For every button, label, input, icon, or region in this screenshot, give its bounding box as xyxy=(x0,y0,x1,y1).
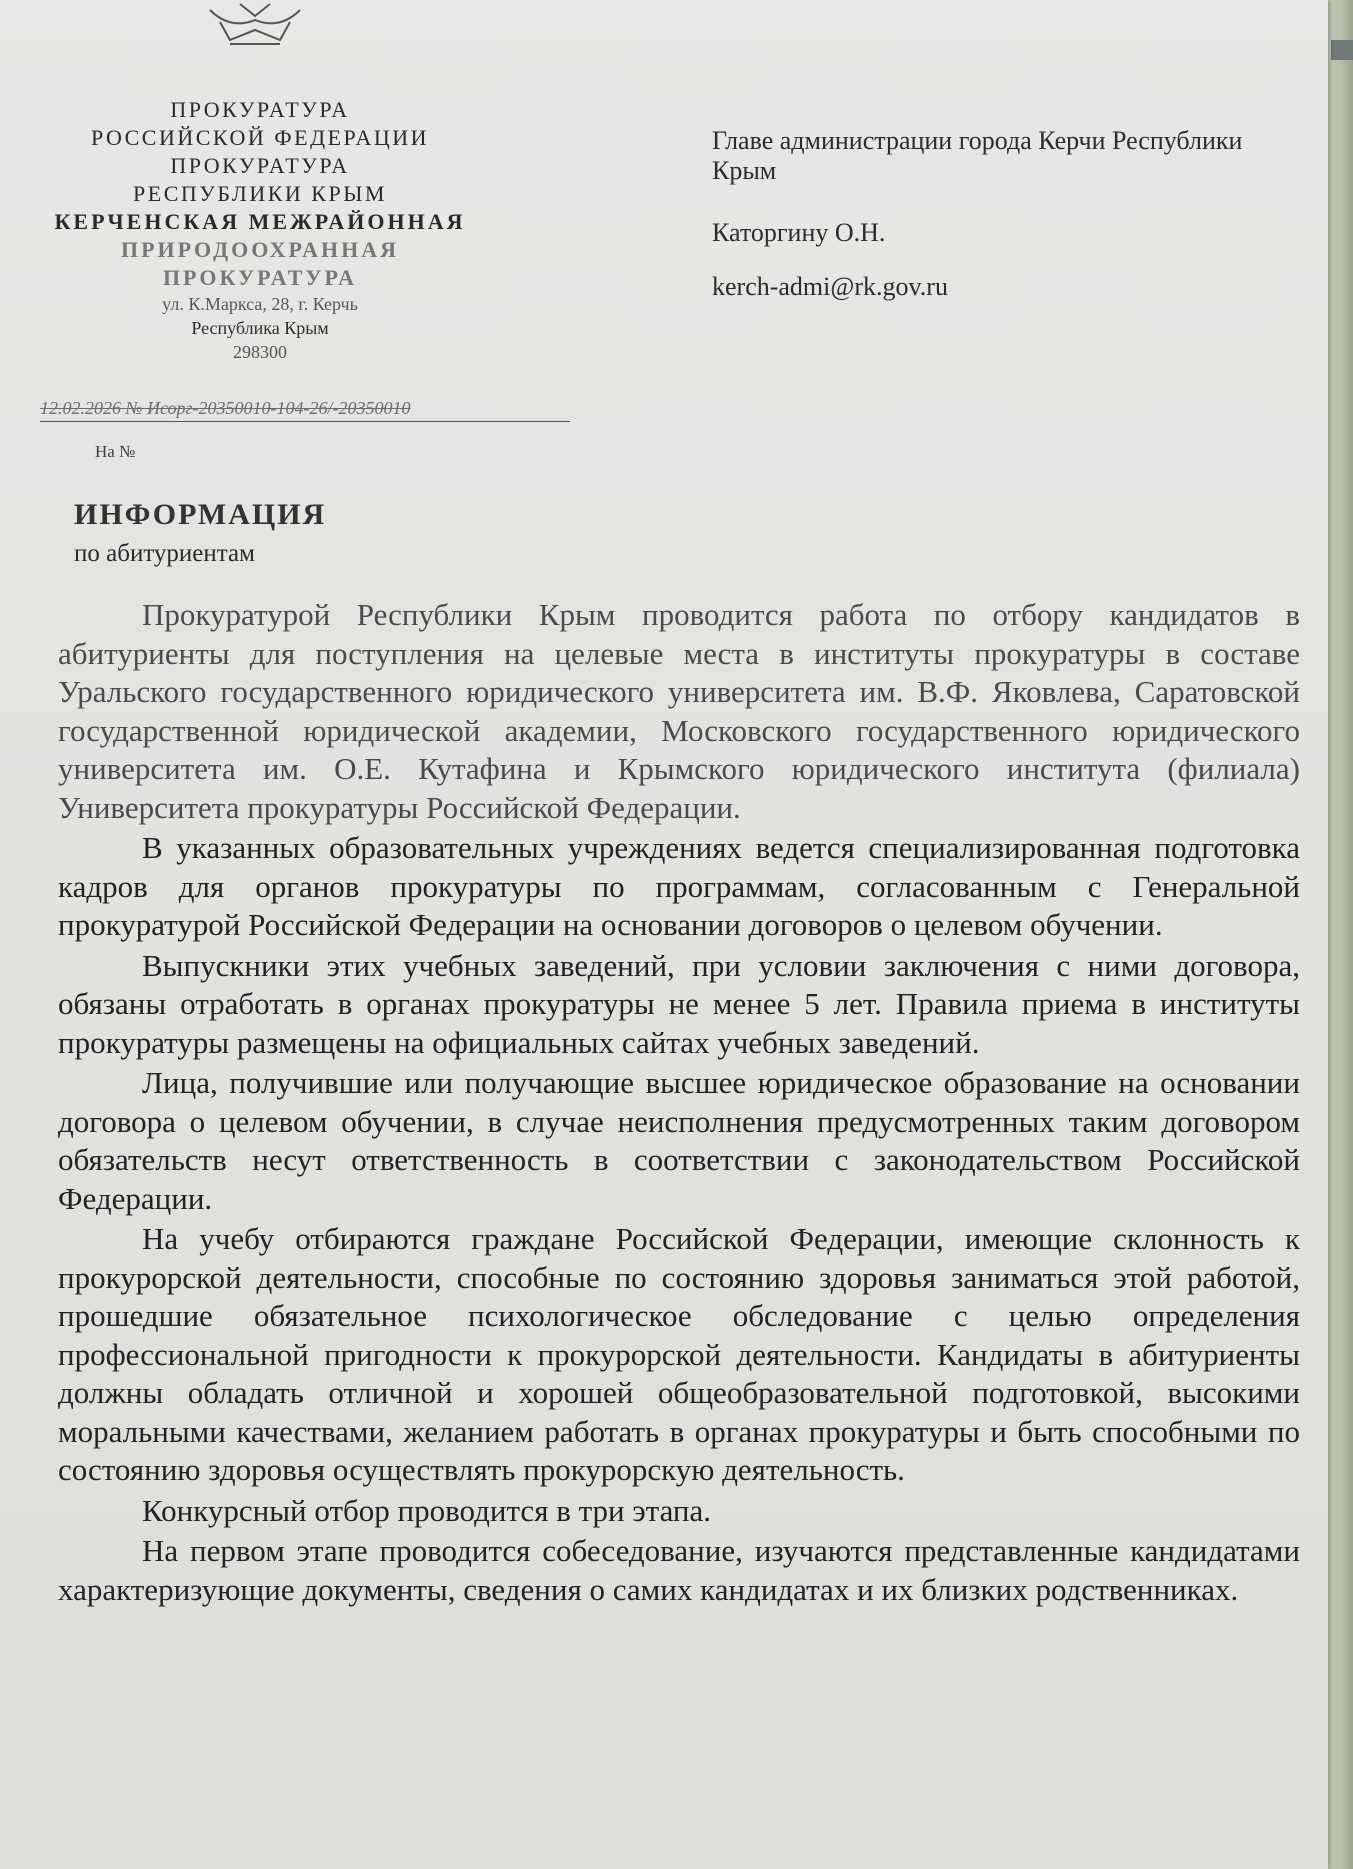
body-paragraph: Конкурсный отбор проводится в три этапа. xyxy=(142,1492,712,1528)
org-line: ПРИРОДООХРАННАЯ ПРОКУРАТУРА xyxy=(120,237,400,290)
org-line: ПРОКУРАТУРА xyxy=(170,153,350,178)
org-address-zip: 298300 xyxy=(233,342,287,362)
addressee-email: kerch-admi@rk.gov.ru xyxy=(712,272,948,301)
addressee-block xyxy=(712,126,1272,302)
body-paragraph: В указанных образовательных учреждениях ведется специализированная подготовка кадров для органов прокуратуры по программам, согласованным с Генеральной прокуратурой Российской Федерации на основании договоров о целевом обучении. xyxy=(58,830,1300,942)
body-paragraph: На первом этапе проводится собеседование, изучаются представленные кандидатами характеризующие документы, сведения о самих кандидатах и их близких родственниках. xyxy=(58,1533,1300,1607)
document-body xyxy=(58,596,1300,1611)
org-line: ПРОКУРАТУРА xyxy=(170,97,350,122)
body-paragraph: Выпускники этих учебных заведений, при условии заключения с ними договора, обязаны отработать в органах прокуратуры не менее 5 лет. Правила приема в институты прокуратуры размещены на официальных сайтах учебных заведений. xyxy=(58,947,1300,1060)
reply-to-number: На № xyxy=(95,442,136,461)
sender-organization-block xyxy=(40,96,480,364)
org-address-region: Республика Крым xyxy=(191,318,329,338)
org-line: КЕРЧЕНСКАЯ МЕЖРАЙОННАЯ xyxy=(54,209,466,234)
background-object xyxy=(1331,40,1353,60)
addressee-name: Каторгину О.Н. xyxy=(712,218,886,247)
body-paragraph: Лица, получившие или получающие высшее юридическое образование на основании договора о целевом обучении, в случае неисполнения предусмотренных таким договором обязательств несут ответственность в соответствии с законодательством Российской Федерации. xyxy=(58,1065,1300,1216)
document-subtitle: по абитуриентам xyxy=(74,540,255,567)
addressee-position: Главе администрации города Керчи Республики Крым xyxy=(712,126,1243,185)
coat-of-arms-emblem xyxy=(200,0,310,48)
document-title: ИНФОРМАЦИЯ xyxy=(74,498,327,531)
body-paragraph: Прокуратурой Республики Крым проводится работа по отбору кандидатов в абитуриенты для поступления на целевые места в институты прокуратуры в составе Уральского государственного юридического университета им. В.Ф. Яковлева, Саратовской государственной юридической академии, Московского государственного юридического университета им. О.Е. Кутафина и Крымского юридического института (филиала) Университета прокуратуры Российской Федерации. xyxy=(58,597,1300,825)
body-paragraph: На учебу отбираются граждане Российской Федерации, имеющие склонность к прокурорской деятельности, способные по состоянию здоровья заниматься этой работой, прошедшие обязательное психологическое обследование с целью определения профессиональной пригодности к прокурорской деятельности. Кандидаты в абитуриенты должны обладать отличной и хорошей общеобразовательной подготовкой, высокими моральными качествами, желанием работать в органах прокуратуры и быть способными по состоянию здоровья осуществлять прокурорскую деятельность. xyxy=(58,1221,1300,1487)
registration-number: 12.02.2026 № Исорг-20350010-104-26/-20350010 xyxy=(40,398,570,422)
org-address-street: ул. К.Маркса, 28, г. Керчь xyxy=(162,294,358,314)
org-line: РОССИЙСКОЙ ФЕДЕРАЦИИ xyxy=(90,125,430,150)
org-line: РЕСПУБЛИКИ КРЫМ xyxy=(133,181,387,206)
